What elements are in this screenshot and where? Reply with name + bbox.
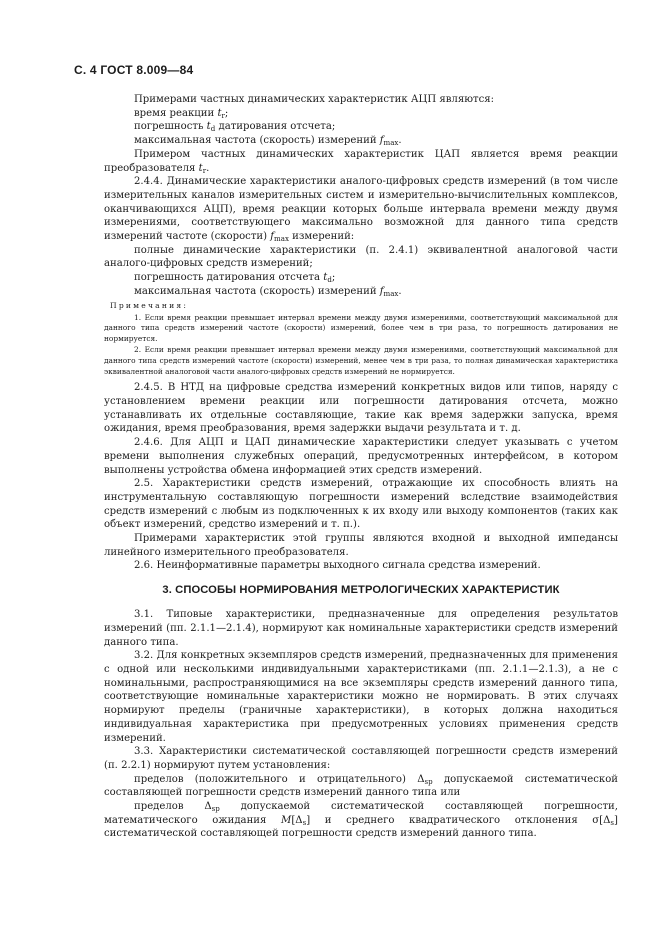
paragraph: 2.4.6. Для АЦП и ЦАП динамические характеристики следует указывать с учетом времени выполнения служебных операций, предусмотренных интерфейсом, в котором выполнены устройства обмена информацией этих средств измерений. <box>104 437 618 476</box>
paragraph: 2.5. Характеристики средств измерений, отражающие их способность влиять на инструментальную составляющую погрешности измерений вследствие взаимодействия средств измерений с любым из подключенных к их входу или выходу компонентов (таких как объект измерений, средство измерений и т. п.). <box>104 478 618 531</box>
page-header: С. 4 ГОСТ 8.009—84 <box>74 63 194 77</box>
paragraph: 2.6. Неинформативные параметры выходного сигнала средства измерений. <box>134 560 541 572</box>
paragraph: максимальная частота (скорость) измерений $f_{max}$. <box>134 135 402 148</box>
paragraph: погрешность $t_d$ датирования отсчета; <box>134 121 336 134</box>
paragraph: Примерами частных динамических характеристик АЦП являются: <box>134 94 494 105</box>
paragraph: Примерами характеристик этой группы являются входной и выходной импедансы линейного измерительного преобразователя. <box>104 533 618 558</box>
paragraph: 3.3. Характеристики систематической составляющей погрешности средств измерений (п. 2.2.1) нормируют путем установления: <box>104 746 618 771</box>
paragraph: 3.1. Типовые характеристики, предназначенные для определения результатов измерений (пп. 2.1.1—2.1.4), нормируют как номинальные характеристики средств измерений данного типа. <box>104 609 618 648</box>
document-body <box>104 93 618 841</box>
notes-heading: Примечания: <box>110 300 189 310</box>
paragraph: пределов (положительного и отрицательного) $\Delta_{sp}$ допускаемой систематической составляющей погрешности средств измерений данного типа или <box>104 773 619 799</box>
paragraph: полные динамические характеристики (п. 2.4.1) эквивалентной аналоговой части аналого-цифровых средств измерений; <box>104 244 618 270</box>
paragraph: 3.2. Для конкретных экземпляров средств измерений, предназначенных для применения с одной или несколькими индивидуальными характеристиками (пп. 2.1.1—2.1.3), а не с номинальными, распространяющимися на все экземпляры средств измерений данного типа, соответствующие номинальные характеристики можно не нормировать. В этих случаях нормируют пределы (граничные характеристики), в которых должна находиться индивидуальная характеристика при предусмотренных условиях применения средств измерений. <box>104 650 618 744</box>
note-1: 1. Если время реакции превышает интервал времени между двумя измерениями, соответствующий максимальной для данного типа средств измерений частоте (скорости) измерений, более чем в три раза, то погрешность датирования не нормируется. <box>104 312 618 344</box>
paragraph: погрешность датирования отсчета $t_d$; <box>134 272 336 285</box>
paragraph: время реакции $t_r$; <box>134 107 229 120</box>
paragraph: Примером частных динамических характеристик ЦАП является время реакции преобразователя $t_r$. <box>104 148 618 175</box>
section-heading: 3. СПОСОБЫ НОРМИРОВАНИЯ МЕТРОЛОГИЧЕСКИХ ХАРАКТЕРИСТИК <box>162 584 560 597</box>
note-2: 2. Если время реакции превышает интервал времени между двумя измерениями, соответствующий максимальной для данного типа средств измерений частоте (скорости) измерений, менее чем в три раза, то полная динамическая характеристика эквивалентной аналоговой части аналого-цифровых средств измерений не нормируется. <box>104 344 618 376</box>
paragraph: 2.4.5. В НТД на цифровые средства измерений конкретных видов или типов, наряду с установлением времени реакции или погрешности датирования отсчета, можно устанавливать их отдельные составляющие, такие как время задержки запуска, время ожидания, время преобразования, время задержки выдачи результата и т. д. <box>104 382 618 435</box>
paragraph: максимальная частота (скорость) измерений $f_{max}$. <box>134 285 402 298</box>
paragraph: 2.4.4. Динамические характеристики аналого-цифровых средств измерений (в том числе измерительных каналов измерительных систем и измерительно-вычислительных комплексов, оканчивающихся АЦП), время реакции которых больше интервала времени между двумя измерениями, соответствующего максимально возможной для данного типа средств измерений частоте (скорости) $f_{max}$ измерений: <box>104 176 618 244</box>
paragraph: пределов $\Delta_{sp}$ допускаемой систематической составляющей погрешности, математического ожидания $M[\Delta_s]$ и среднего квадратического отклонения $\sigma[\Delta_s]$ систематической составляющей погрешности средств измерений данного типа. <box>104 801 618 840</box>
